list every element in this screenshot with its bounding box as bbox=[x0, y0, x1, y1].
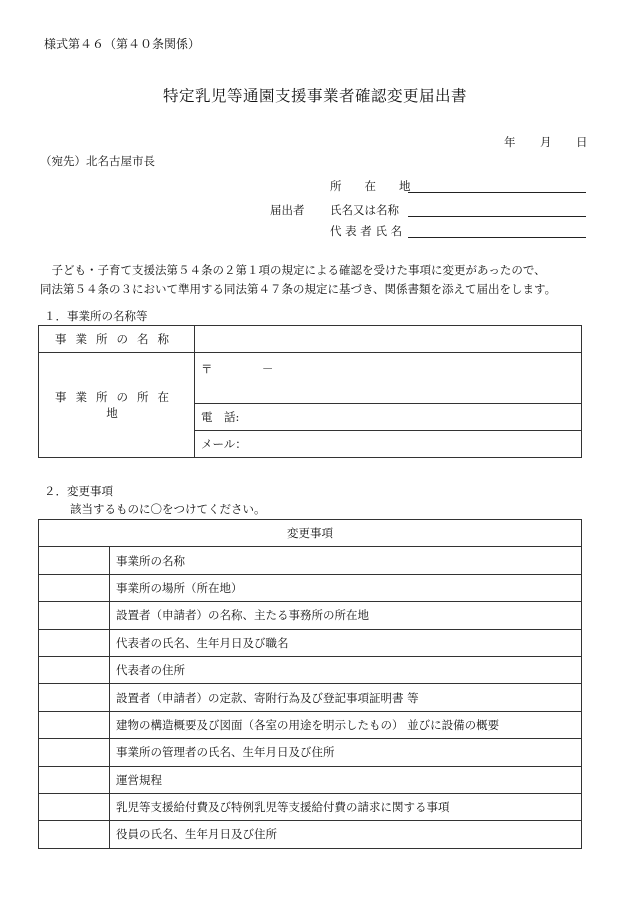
section1-heading: １．事業所の名称等 bbox=[44, 309, 148, 323]
mark-cell[interactable] bbox=[39, 656, 110, 683]
table-row bbox=[39, 602, 582, 629]
change-items-header: 変更事項 bbox=[39, 520, 582, 547]
phone-field[interactable] bbox=[195, 404, 582, 431]
mark-cell[interactable] bbox=[39, 711, 110, 738]
date-month-label: 月 bbox=[540, 135, 552, 149]
change-item-label: 事業所の名称 bbox=[110, 547, 582, 574]
table-row bbox=[39, 547, 582, 574]
document-title: 特定乳児等通園支援事業者確認変更届出書 bbox=[162, 87, 467, 105]
body-line: 同法第５４条の３において準用する同法第４７条の規定に基づき、関係書類を添えて届出をします。 bbox=[40, 282, 557, 296]
mark-cell[interactable] bbox=[39, 766, 110, 793]
mark-cell[interactable] bbox=[39, 602, 110, 629]
table-row bbox=[39, 739, 582, 766]
change-item-label: 乳児等支援給付費及び特例乳児等支援給付費の請求に関する事項 bbox=[110, 793, 582, 820]
date-day-label: 日 bbox=[576, 135, 588, 149]
postal-dash: － bbox=[261, 362, 274, 376]
postal-mark: 〒 bbox=[201, 362, 213, 376]
email-label: メール： bbox=[201, 437, 247, 451]
filer-address-label: 所 在 地 bbox=[330, 179, 411, 193]
mark-cell[interactable] bbox=[39, 684, 110, 711]
section2-instruction: 該当するものに〇をつけてください。 bbox=[70, 502, 266, 516]
change-items-table bbox=[38, 519, 582, 849]
table-row bbox=[39, 656, 582, 683]
mark-cell[interactable] bbox=[39, 821, 110, 848]
facility-address-label: 事業所の所在地 bbox=[39, 353, 195, 458]
filer-name-field[interactable] bbox=[408, 202, 586, 217]
facility-name-field[interactable] bbox=[195, 326, 582, 353]
table-row bbox=[39, 684, 582, 711]
table-row bbox=[39, 766, 582, 793]
table-row bbox=[39, 793, 582, 820]
addressee: （宛先）北名古屋市長 bbox=[40, 154, 155, 168]
change-item-label: 設置者（申請者）の定款、寄附行為及び登記事項証明書 等 bbox=[110, 684, 582, 711]
table-row bbox=[39, 629, 582, 656]
mark-cell[interactable] bbox=[39, 793, 110, 820]
filer-address-field[interactable] bbox=[408, 178, 586, 193]
change-item-label: 役員の氏名、生年月日及び住所 bbox=[110, 821, 582, 848]
mark-cell[interactable] bbox=[39, 739, 110, 766]
change-item-label: 建物の構造概要及び図面（各室の用途を明示したもの） 並びに設備の概要 bbox=[110, 711, 582, 738]
facility-name-label: 事業所の名称 bbox=[39, 326, 195, 353]
facility-address-field[interactable] bbox=[195, 353, 582, 404]
form-number: 様式第４６（第４０条関係） bbox=[44, 37, 201, 51]
email-field[interactable] bbox=[195, 431, 582, 458]
table-row bbox=[39, 821, 582, 848]
change-item-label: 運営規程 bbox=[110, 766, 582, 793]
table-row bbox=[39, 574, 582, 601]
filer-label: 届出者 bbox=[270, 203, 305, 217]
body-line: 子ども・子育て支援法第５４条の２第１項の規定による確認を受けた事項に変更があったので、 bbox=[40, 263, 546, 277]
mark-cell[interactable] bbox=[39, 547, 110, 574]
change-item-label: 代表者の氏名、生年月日及び職名 bbox=[110, 629, 582, 656]
change-item-label: 設置者（申請者）の名称、主たる事務所の所在地 bbox=[110, 602, 582, 629]
filer-name-label: 氏名又は名称 bbox=[330, 203, 399, 217]
mark-cell[interactable] bbox=[39, 629, 110, 656]
phone-label: 電 話: bbox=[201, 410, 240, 424]
facility-info-table bbox=[38, 325, 582, 458]
change-item-label: 事業所の管理者の氏名、生年月日及び住所 bbox=[110, 739, 582, 766]
body-paragraph bbox=[40, 261, 556, 299]
table-row bbox=[39, 711, 582, 738]
change-item-label: 代表者の住所 bbox=[110, 656, 582, 683]
date-year-label: 年 bbox=[504, 135, 516, 149]
representative-name-label: 代 表 者 氏 名 bbox=[330, 224, 403, 238]
section2-heading: ２．変更事項 bbox=[44, 484, 113, 498]
representative-name-field[interactable] bbox=[408, 223, 586, 238]
change-item-label: 事業所の場所（所在地） bbox=[110, 574, 582, 601]
mark-cell[interactable] bbox=[39, 574, 110, 601]
